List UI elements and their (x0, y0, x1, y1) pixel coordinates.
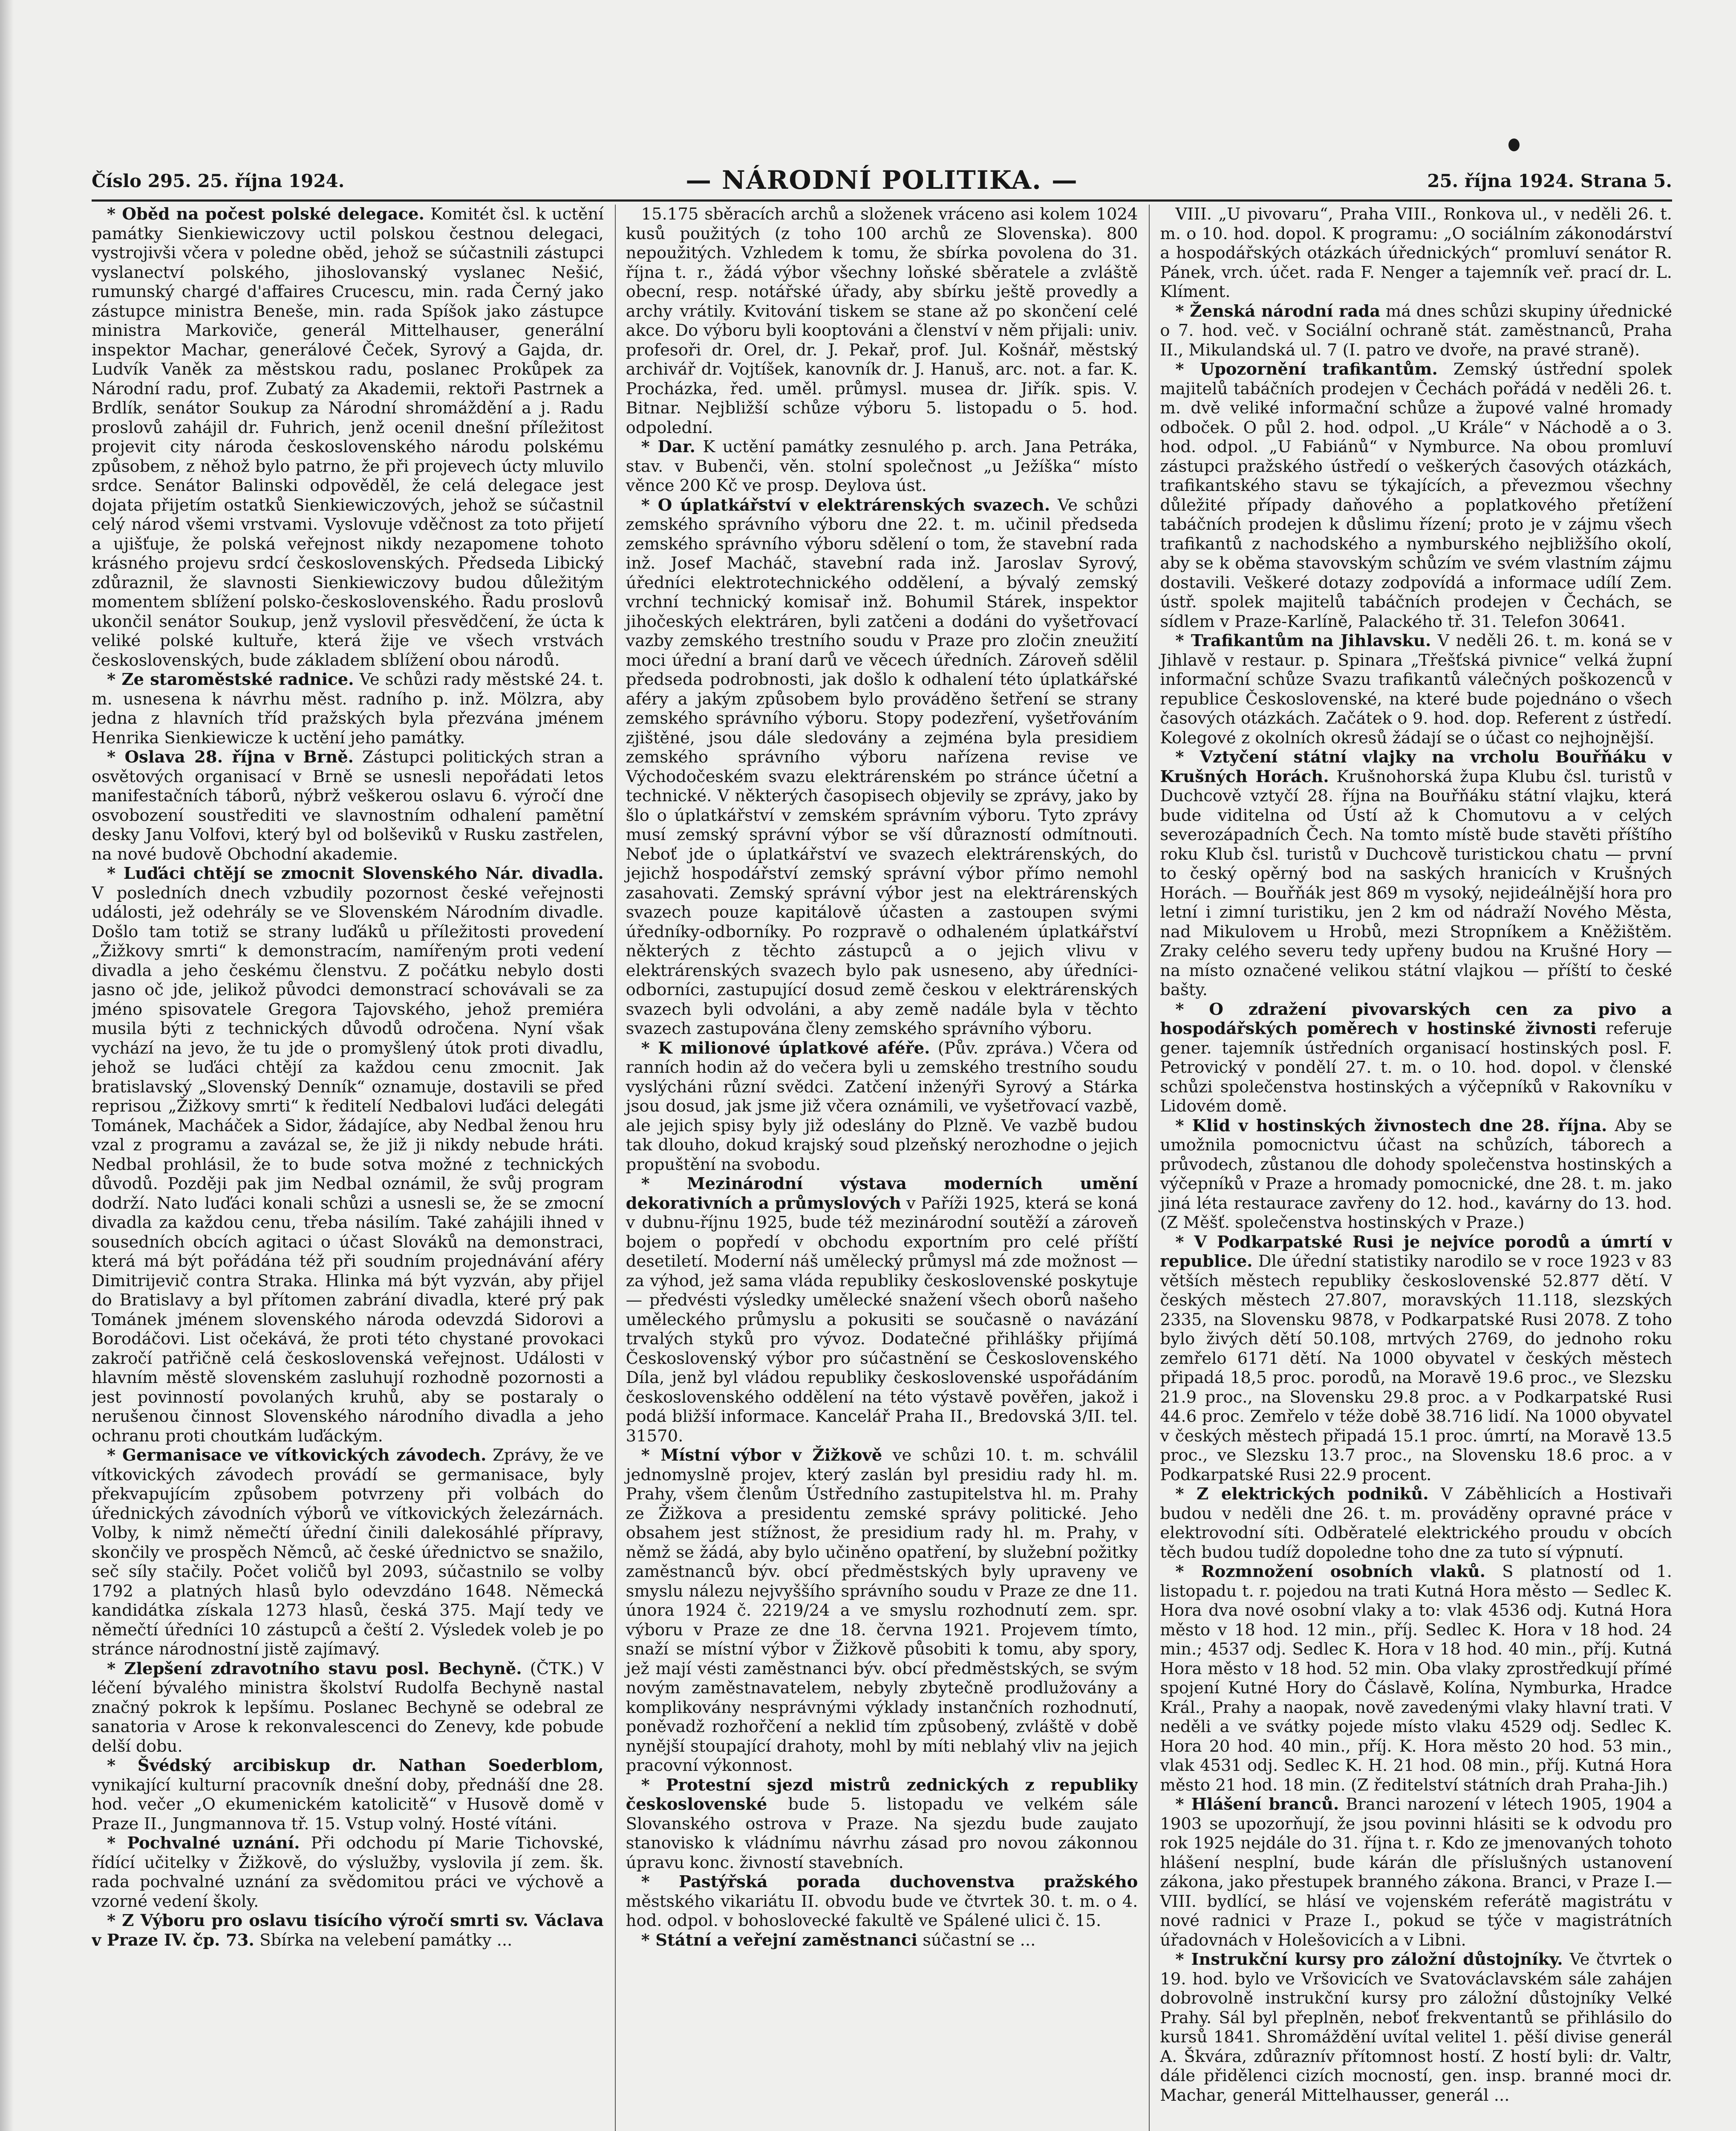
article-text: v Paříži 1925, která se koná v dubnu-říjnu 1925, bude též mezinárodní soutěží a zároveň bojem o popředí v obchodu exportním pro celé příští desetiletí. Moderní náš umělecký průmysl má zde možnost — za výhod, jež sama vláda republiky československé poskytuje — předvésti výsledky umělecké snažení všech oborů našeho uměleckého průmyslu a pokusiti se současně o navázání trvalých styků pro vývoz. Dodatečné přihlášky přijímá Československý výbor pro súčastnění se Československého Díla, jenž byl vládou republiky československé uspořádáním československého oddělení na této výstavě pověřen, jakož i podá bližší informace. Kancelář Praha II., Bredovská 3/II. tel. 31570. (626, 1193, 1138, 1446)
column-3 (1149, 205, 1672, 2131)
article-text: Ve schůzi zemského správního výboru dne 22. t. m. učinil předseda zemského správního výboru sdělení o tom, že stavební rada inž. Josef Macháč, stavební rada inž. Jaroslav Syrový, úředníci elektrotechnického oddělení, a bývalý zemský vrchní technický komisař inž. Bohumil Stárek, inspektor jihočeských elektráren, byli zatčeni a dodáni do vyšetřovací vazby zemského trestního soudu v Praze pro zločin zneužití moci úřední a braní darů ve věcech úředních. Zároveň sdělil předseda podrobnosti, jak došlo k odhalení této úplatkářské aféry a jakým způsobem bylo prováděno šetření se strany zemského správního výboru. Stopy podezření, vyšetřováním zjištěné, jsou dále sledovány a zejména byla presidiem zemského správního výboru nařízena revise ve Východočeském svazu elektrárenském po stránce účetní a technické. V některých časopisech objevily se zprávy, jako by šlo o úplatkářství v zemském správním výboru. Tyto zprávy musí zemský správní výbor se vší důrazností odmítnouti. Neboť jde o úplatkářství ve svazech elektrárenských, do jejichž hospodářství zemský správní výbor přímo nemohl zasahovati. Zemský správní výbor jest na elektrárenských svazech pouze kapitálově účasten a zastoupen svými úředníky-odborníky. Po rozpravě o odhaleném úplatkářství některých z těchto zástupců a o jejich vlivu v elektrárenských svazech bylo pak usneseno, aby úředníci-odborníci, zastupující dosud země českou v elektrárenských svazech byli odvoláni, a aby země nadále byla v těchto svazech zastupována členy zemského správního výboru. (626, 495, 1138, 1038)
article-headline: * Instrukční kursy pro záložní důstojníky. (1175, 1950, 1563, 1969)
header-rule (92, 199, 1672, 202)
article-paragraph (92, 1911, 604, 1950)
article-text: referuje gener. tajemník ústředních organisací hostinských posl. F. Petrovický v pondělí 27. t. m. o 10. hod. dopol. v členské schůzi společenstva hostinských a výčepníků v Rakovníku v Lidovém domě. (1160, 1019, 1673, 1116)
date-page-number: 25. října 1924. Strana 5. (1427, 170, 1672, 191)
article-text: (Pův. zpráva.) Včera od ranních hodin až do večera byli u zemského trestního soudu vyslýcháni různí svědci. Zatčení inženýři Syrový a Stárka jsou dosud, jak jsme již včera oznámili, ve vyšetřovací vazbě, ale jejich spisy byly již odeslány do Plzně. Ve vazbě budou tak dlouho, dokud krajský soud plzeňský nerozhodne o jejich propuštění na svobodu. (626, 1038, 1138, 1174)
article-headline: * V Podkarpatské Rusi je nejvíce porodů a úmrtí v republice. (1160, 1232, 1673, 1271)
article-headline: * Dar. (641, 437, 695, 456)
punch-hole-mark (1508, 139, 1520, 151)
article-text: vynikající kulturní pracovník dnešní doby, přednáší dne 28. hod. večer „O ekumenickém katolicitě“ v Husově domě v Praze II., Jungmannova tř. 15. Vstup volný. Hosté vítáni. (92, 1775, 604, 1834)
article-headline: * Vztyčení státní vlajky na vrcholu Bouřňáku v Krušných Horách. (1160, 748, 1673, 786)
article-paragraph (626, 205, 1138, 437)
article-paragraph (1160, 1950, 1672, 2105)
article-headline: * Z Výboru pro oslavu tisícího výročí smrti sv. Václava v Praze IV. čp. 73. (92, 1911, 604, 1950)
page-header (92, 165, 1672, 199)
article-headline: * Protestní sjezd mistrů zednických z republiky československé (626, 1775, 1138, 1814)
article-headline: * Mezinárodní výstava moderních umění dekorativních a průmyslových (626, 1174, 1138, 1213)
article-headline: * O úplatkářství v elektrárenských svazech. (641, 495, 1050, 515)
article-headline: * Z elektrických podniků. (1175, 1484, 1429, 1504)
article-headline: * Hlášení branců. (1175, 1795, 1339, 1814)
columns (92, 205, 1672, 2131)
article-text: Krušnohorská župa Klubu čsl. turistů v Duchcově vztyčí 28. října na Bouřňáku státní vlajku, která bude viditelna od Ústí až k Chomutovu a v celých severozápadních Čech. Na tomto místě bude stavěti příštího roku Klub čsl. turistů v Duchcově turistickou chatu — první to český opěrný bod na saských hranicích v Krušných Horách. — Bouřňák jest 869 m vysoký, nejideálnější hora pro letní i zimní turistiku, jen 2 km od nádraží Nového Města, nad Mikulovem u Hrobů, mezi Stropníkem a Kněžištěm. Zraky celého severu tedy upřeny budou na Krušné Hory — na místo označené velikou státní vlajkou — příští to české bašty. (1160, 767, 1673, 999)
article-headline: * Klid v hostinských živnostech dne 28. října. (1175, 1116, 1607, 1135)
column-2 (615, 205, 1138, 2131)
article-text: ve schůzi 10. t. m. schválil jednomyslně projev, který zaslán byl presidiu rady hl. m. Prahy, všem členům Ústředního zastupitelstva hl. m. Prahy ze Žižkova a presidentu zemské správy politické. Jeho obsahem jest stížnost, že presidium rady hl. m. Prahy, v němž se žádá, aby bylo učiněno opatření, by služební požitky zaměstnanců býv. obcí předměstských byly upraveny ve smyslu nálezu nejvyššího správního soudu v Praze ze dne 11. února 1924 č. 2219/24 a ve smyslu rozhodnutí zem. spr. výboru v Praze ze dne 18. června 1921. Projevem tímto, snaží se místní výbor v Žižkově působiti k tomu, aby spory, jež mají vésti zaměstnanci býv. obcí předměstských, se svým novým zaměstnavatelem, nebyly zbytečně prodlužovány a komplikovány nesprávnými výklady instančních rozhodnutí, poněvadž rozhořčení a neklid tím způsobený, zvláště v době nynější stoupající drahoty, mohl by míti neblahý vliv na jejich pracovní výkonnost. (626, 1446, 1138, 1775)
article-paragraph (626, 1776, 1138, 1873)
article-headline: * Oslava 28. října v Brně. (107, 748, 354, 767)
article-headline: * Upozornění trafikantům. (1175, 360, 1438, 379)
article-paragraph (1160, 360, 1672, 631)
article-text: Branci narození v létech 1905, 1904 a 1903 se upozorňují, že jsou povinni hlásiti se k odvodu pro rok 1925 nejdále do 31. října t. r. Kdo ze jmenovaných tohoto hlášení nesplní, bude kárán dle příslušných ustanovení zákona, jako přestupek branného zákona. Branci, v Praze I.—VIII. bydlící, se hlásí ve vojenském referátě magistrátu v nové radnici v Praze I., pokud se týče v magistrátních úřadovnách v Holešovicích a v Libni. (1160, 1795, 1673, 1950)
article-paragraph (92, 864, 604, 1446)
article-paragraph (92, 1834, 604, 1911)
article-text: Ve čtvrtek o 19. hod. bylo ve Vršovicích ve Svatováclavském sále zahájen dobrovolně instrukční kursy pro záložní důstojníky Velké Prahy. Sál byl přeplněn, neboť frekventantů se přihlásilo do kursů 1841. Shromáždění uvítal velitel 1. pěší divise generál A. Škvára, zdůraznív přítomnost hostí. Z hostí byli: dr. Valtr, dále přidělenci cizích mocností, gen. insp. branné moci dr. Machar, generál Mittelhausser, generál ... (1160, 1950, 1673, 2105)
article-paragraph (1160, 1233, 1672, 1485)
issue-number: Číslo 295. 25. října 1924. (92, 170, 345, 191)
article-text: Zástupci politických stran a osvětových organisací v Brně se usnesli nepořádati letos manifestačních táborů, nýbrž veškerou oslavu 6. výročí dne osvobození soustřediti ve slavnostním odhalení pamětní desky Janu Volfovi, který byl od bolševiků v Rusku zastřelen, na nové budově Obchodní akademie. (92, 748, 604, 864)
article-text: Aby se umožnila pomocnictvu účast na schůzích, táborech a průvodech, zůstanou dle dohody společenstva hostinských a výčepníků v Praze a hromady pomocnické, dne 28. t. m. jako jiná léta restaurace zavřeny do 12. hod., kavárny do 13. hod. (Z Měšť. společenstva hostinských v Praze.) (1160, 1116, 1673, 1232)
article-headline: * Zlepšení zdravotního stavu posl. Bechyně. (107, 1659, 522, 1678)
article-text: bude 5. listopadu ve velkém sále Slovanského ostrova v Praze. Na sjezdu bude zaujato stanovisko k vládnímu návrhu zásad pro novou zákonnou úpravu konc. živností stavebních. (626, 1795, 1138, 1872)
article-text: súčastní se ... (923, 1930, 1036, 1950)
article-paragraph (92, 1756, 604, 1834)
article-headline: * Pastýřská porada duchovenstva pražského (641, 1872, 1138, 1891)
article-headline: * Germanisace ve vítkovických závodech. (107, 1446, 487, 1465)
article-paragraph (92, 205, 604, 670)
article-paragraph (1160, 631, 1672, 748)
article-headline: * Ze staroměstské radnice. (107, 670, 354, 689)
article-text: (ČTK.) V léčení bývalého ministra školství Rudolfa Bechyně nastal značný pokrok k lepšímu. Poslanec Bechyně se odebral ze sanatoria v Arose k rekonvalescenci do Zenevy, kde pobude delší dobu. (92, 1659, 604, 1756)
article-text: 15.175 sběracích archů a složenek vráceno asi kolem 1024 kusů použitých (z toho 100 archů ze Slovenska). 800 nepoužitých. Vzhledem k tomu, že sbírka povolena do 31. října t. r., žádá výbor všechny loňské sběratele a zvláště obecní, resp. notářské úřady, aby sbírku ještě provedly a archy vrátily. Kvitování tiskem se stane až po skončení celé akce. Do výboru byli kooptováni a členství v něm přijali: univ. profesoři dr. Orel, dr. J. Pekař, prof. Jul. Košnář, městský archivář dr. Vojtíšek, kanovník dr. J. Hanuš, arc. not. a far. K. Procházka, řed. uměl. průmysl. musea dr. Jiřík. spis. V. Bitnar. Nejbližší schůze výboru 5. listopadu o 5. hod. odpolední. (626, 205, 1138, 437)
article-paragraph (1160, 1000, 1672, 1116)
article-headline: * O zdražení pivovarských cen za pivo a hospodářských poměrech v hostinské živnosti (1160, 999, 1673, 1038)
article-paragraph (626, 437, 1138, 496)
newspaper-title: — NÁRODNÍ POLITIKA. — (686, 165, 1078, 195)
article-text: S platností od 1. listopadu t. r. pojedou na trati Kutná Hora město — Sedlec K. Hora dva nové osobní vlaky a to: vlak 4536 odj. Kutná Hora město v 18 hod. 12 min., příj. Sedlec K. Hora v 18 hod. 24 min.; 4537 odj. Sedlec K. Hora v 18 hod. 40 min., příj. Kutná Hora město v 18 hod. 52 min. Oba vlaky zprostředkují přímé spojení Kutné Hory do Čáslavě, Kolína, Nymburka, Hradce Král., Prahy a naopak, nově zavedenými vlaky hlavní trati. V neděli a ve svátky pojede místo vlaku 4529 odj. Sedlec K. Hora 20 hod. 40 min., příj. K. Hora město 20 hod. 53 min., vlak 4531 odj. Sedlec K. H. 21 hod. 08 min., příj. Kutná Hora město 21 hod. 18 min. (Z ředitelství státních drah Praha-Jih.) (1160, 1562, 1673, 1795)
article-text: Sbírka na velebení památky ... (260, 1930, 513, 1950)
article-text: má dnes schůzi skupiny úřednické o 7. hod. več. v Sociální ochraně stát. zaměstnanců, Praha II., Mikulandská ul. 7 (I. patro ve dvoře, na pravé straně). (1160, 301, 1673, 360)
article-paragraph (626, 496, 1138, 1039)
article-paragraph (1160, 1562, 1672, 1795)
scan-shadow (0, 0, 14, 2131)
article-paragraph (626, 1931, 1138, 1950)
article-text: V Záběhlicích a Hostivaři budou v neděli dne 26. t. m. prováděny opravné práce v elektrovodní síti. Odběratelé elektrického proudu v obcích těch budou tudíž dopoledne toho dne za tuto sí výpnutí. (1160, 1484, 1673, 1562)
article-paragraph (92, 748, 604, 864)
article-headline: * Trafikantům na Jihlavsku. (1175, 631, 1431, 650)
article-text: Dle úřední statistiky narodilo se v roce 1923 v 83 větších městech republiky československé 52.877 dětí. V českých městech 27.807, moravských 11.118, slezských 2335, na Slovensku 9878, v Podkarpatské Rusi 2078. Z toho bylo živých dětí 50.108, mrtvých 2769, do jednoho roku zemřelo 6171 dětí. Na 1000 obyvatel v českých městech připadá 18,5 proc. porodů, na Moravě 19.6 proc., ve Slezsku 21.9 proc., na Slovensku 29.8 proc. a v Podkarpatské Rusi 44.6 proc. Zemřelo v téže době 38.716 lidí. Na 1000 obyvatel v českých městech připadá 15.1 proc. úmrtí, na Moravě 13.5 proc., ve Slezsku 13.7 proc., na Slovensku 18.6 proc. a v Podkarpatské Rusi 22.9 procent. (1160, 1252, 1673, 1484)
article-headline: * Pochvalné uznání. (107, 1834, 300, 1853)
article-headline: * Luďáci chtějí se zmocnit Slovenského Nár. divadla. (107, 864, 604, 883)
article-text: Komitét čsl. k uctění památky Sienkiewiczovy uctil polskou čestnou delegaci, vystrojivši včera v poledne oběd, jehož se súčastnili zástupci vyslanectví polského, jihoslovanský vyslanec Nešić, rumunský chargé d'affaires Crucescu, min. rada Černý jako zástupce ministra Beneše, min. rada Spíšok jako zástupce ministra Markoviče, generál Mittelhauser, generální inspektor Machar, generálové Čeček, Syrový a Gajda, dr. Ludvík Vaněk za městskou radu, poslanec Prokůpek za Národní radu, prof. Zubatý za Akademii, rektoři Pastrnek a Brdlík, senátor Soukup za Národní shromáždění a j. Radu proslovů zahájil dr. Fuhrich, jenž ocenil dnešní příležitost projevit city národa československého národu polskému způsobem, z něhož bylo patrno, že při projevech úcty mluvilo srdce. Senátor Balinski odpověděl, že celá delegace jest dojata přijetím ostatků Sienkiewiczových, jehož se súčastnil celý národ všemi vrstvami. Vyslovuje vděčnost za toto přijetí a ujišťuje, že polská veřejnost nikdy nezapomene tohoto krásného projevu srdcí československých. Předseda Libický zdůraznil, že slavnosti Sienkiewiczovy budou důležitým momentem sblížení polsko-československého. Řadu proslovů ukončil senátor Soukup, jenž vyslovil přesvědčení, že úcta k veliké polské kultuře, která žije ve všech vrstvách československých, bude základem sblížení obou národů. (92, 205, 604, 670)
article-text: Ve schůzi rady městské 24. t. m. usnesena k návrhu měst. radního p. inž. Mölzra, aby jedna z hlavních tříd pražských byla přezvána jménem Henrika Sienkiewicze k uctění jeho památky. (92, 670, 604, 748)
article-text: K uctění památky zesnulého p. arch. Jana Petráka, stav. v Bubenči, věn. stolní společnost „u Ježíška“ místo věnce 200 Kč ve prosp. Deylova úst. (626, 437, 1138, 495)
article-paragraph (1160, 1116, 1672, 1233)
article-text: Při odchodu pí Marie Tichovské, řídící učitelky v Žižkově, do výslužby, vyslovila jí zem. šk. rada pochvalné uznání za svědomitou práci ve výchově a vzorné vedení školy. (92, 1834, 604, 1911)
article-text: Zemský ústřední spolek majitelů tabáčních prodejen v Čechách pořádá v neděli 26. t. m. dvě veliké informační schůze a župové valné hromady odboček. O půl 2. hod. odpol. „U Krále“ v Náchodě a o 3. hod. odpol. „U Fabiánů“ v Nymburce. Na obou promluví zástupci pražského ústředí o veškerých časových otázkách, trafikantského stavu se týkajících, a převezmou všechny důležité případy daňového a poplatkového přetížení tabáčních prodejen k důslimu řízení; proto je v zájmu všech trafikantů z nachodského a nymburského nejbližšího okolí, aby se k oběma stavovským schůzím ve svém vlastním zájmu dostavili. Veškeré dotazy zodpovídá a informace udílí Zem. ústř. spolek majitelů tabáčních prodejen v Čechách, se sídlem v Praze-Karlíně, Palackého tř. 31. Telefon 30641. (1160, 360, 1673, 631)
article-paragraph (92, 1446, 604, 1659)
article-headline: * Ženská národní rada (1175, 301, 1381, 321)
article-headline: * Místní výbor v Žižkově (641, 1446, 882, 1465)
article-headline: * Oběd na počest polské delegace. (107, 205, 424, 224)
article-paragraph (626, 1872, 1138, 1931)
article-text: V neděli 26. t. m. koná se v Jihlavě v restaur. p. Spinara „Třešťská pivnice“ velká župní informační schůze Svazu trafikantů válečných poškozenců v republice Československé, na které bude pojednáno o všech časových otázkách. Začátek o 9. hod. dop. Referent z ústředí. Kolegové z okolních okresů žádají se o účast co nejhojnější. (1160, 631, 1673, 748)
article-paragraph (1160, 1484, 1672, 1562)
article-headline: * Rozmnožení osobních vlaků. (1175, 1562, 1486, 1581)
article-paragraph (626, 1174, 1138, 1446)
article-text: městského vikariátu II. obvodu bude ve čtvrtek 30. t. m. o 4. hod. odpol. v bohoslovecké fakultě ve Spálené ulici č. 15. (626, 1891, 1138, 1930)
article-paragraph (1160, 205, 1672, 302)
article-paragraph (92, 670, 604, 748)
article-headline: * Švédský arcibiskup dr. Nathan Soederblom, (107, 1756, 604, 1775)
column-1 (92, 205, 604, 2131)
article-paragraph (1160, 1795, 1672, 1950)
article-paragraph (626, 1039, 1138, 1175)
article-text: Zprávy, že ve vítkovických závodech provádí se germanisace, byly překvapujícím způsobem potvrzeny při volbách do úřednických závodních výborů ve vítkovických železárnách. Volby, k nimž němečtí úřední činili dalekosáhlé přípravy, skončily ve prospěch Němců, ač české úřednictvo se snažilo, seč síly stačily. Počet voličů byl 2093, súčastnilo se volby 1792 a platných hlasů bylo odevzdáno 1648. Německá kandidátka získala 1273 hlasů, česká 375. Mají tedy ve němečtí úředníci 10 zástupců a čeští 2. Výsledek voleb je po stránce národnostní jistě zajímavý. (92, 1446, 604, 1659)
article-text: V posledních dnech vzbudily pozornost české veřejnosti události, jež odehrály se ve Slovenském Národním divadle. Došlo tam totiž se strany luďáků u příležitosti provedení „Žižkovy smrti“ k demonstracím, namířeným proti vedení divadla a jeho českému členstvu. Z počátku nebylo dosti jasno oč jde, jelikož původci demonstrací schovávali se za jméno spisovatele Gregora Tajovského, jehož premiéra musila býti z technických důvodů odročena. Nyní však vychází na jevo, že tu jde o promyšlený útok proti divadlu, jehož se luďáci chtějí za každou cenu zmocnit. Jak bratislavský „Slovenský Denník“ oznamuje, dostavili se před reprisou „Žižkovy smrti“ k ředitelí Nedbalovi luďáci delegáti Tománek, Macháček a Sidor, žádajíce, aby Nedbal ženou hru vzal z programu a zavázal se, že již ji nikdy nebude hráti. Nedbal prohlásil, že to bude sotva možné z technických důvodů. Později pak jim Nedbal oznámil, že svůj program dodrží. Nato luďáci konali schůzi a usnesli se, že se zmocní divadla za každou cenu, třeba násilím. Také zahájili ihned v sousedních obcích agitaci o účast Slováků na demonstraci, která má být pořádána též při soudním projednávání aféry Dimitrijevič contra Straka. Hlinka má být vyzván, aby přijel do Bratislavy a byl přítomen zabrání divadla, které prý pak Tománek jménem slovenského národa odevzdá Sidorovi a Borodáčovi. List očekává, že proti této chystané provokaci zakročí patřičně celá československá veřejnost. Události v hlavním městě slovenském zasluhují rozhodně pozornosti a jest povinností povolaných kruhů, aby se postaraly o nerušenou činnost Slovenského národního divadla a jeho ochranu proti choutkám luďáckým. (92, 883, 604, 1446)
article-paragraph (1160, 748, 1672, 1000)
article-paragraph (626, 1446, 1138, 1776)
article-paragraph (92, 1659, 604, 1756)
article-headline: * Státní a veřejní zaměstnanci (641, 1930, 917, 1950)
article-paragraph (1160, 302, 1672, 360)
article-headline: * K milionové úplatkové aféře. (641, 1038, 930, 1058)
article-text: VIII. „U pivovaru“, Praha VIII., Ronkova ul., v neděli 26. t. m. o 10. hod. dopol. K programu: „O sociálním zákonodárství a hospodářských otázkách úřednických“ promluví senátor R. Pánek, vrch. účet. rada F. Nenger a tajemník veř. prací dr. L. Klíment. (1160, 205, 1673, 301)
